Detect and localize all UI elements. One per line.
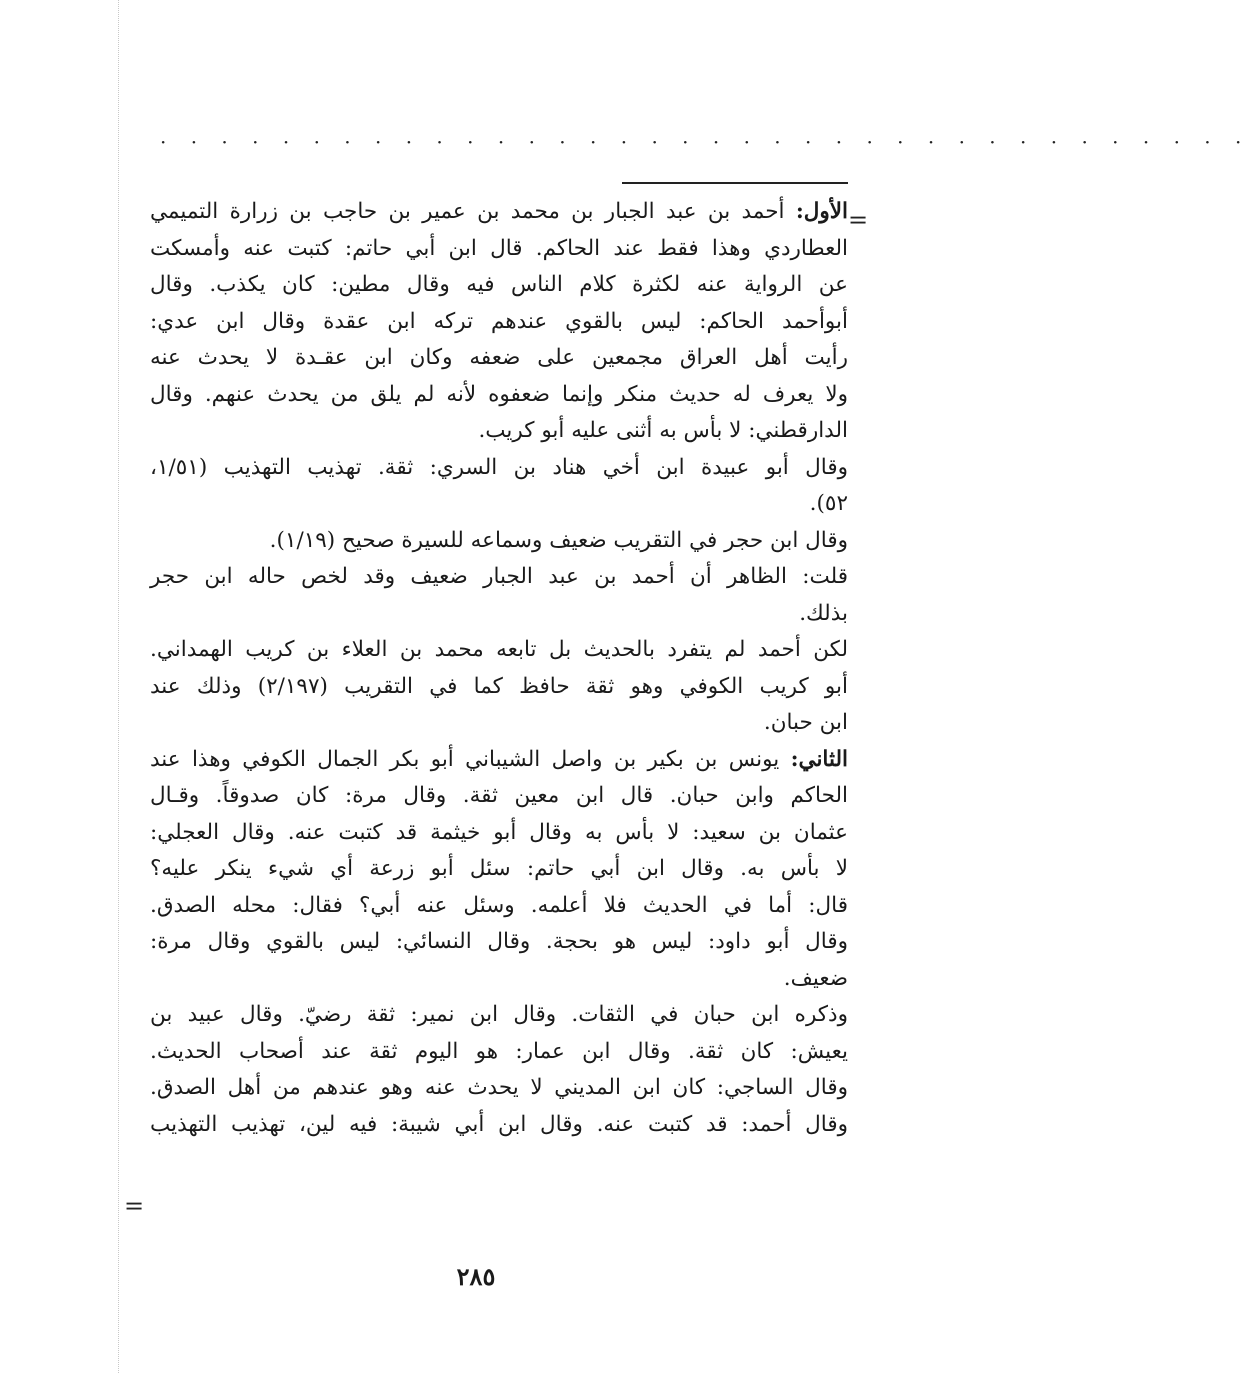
page-number: ٢٨٥ — [456, 1262, 496, 1291]
line-text: ابن حبان. — [763, 710, 848, 735]
text-line — [150, 413, 848, 450]
line-text: وقال ابن حجر في التقريب ضعيف وسماعه للسيرة صحيح (١/١٩). — [269, 527, 848, 553]
text-line — [150, 1034, 848, 1071]
line-text: وذكره ابن حبان في الثقات. وقال ابن نمير: ثقة رضيّ. وقال عبيد بن — [150, 1002, 848, 1027]
line-text: قال: أما في الحديث فلا أعلمه. وسئل عنه أبي؟ فقال: محله الصدق. — [150, 892, 848, 918]
text-line — [150, 851, 848, 888]
continuation-mark-top: = — [848, 206, 869, 234]
entry-heading: الأول: — [795, 199, 848, 224]
line-text: عثمان بن سعيد: لا بأس به وقال أبو خيثمة قد كتبت عنه. وقال العجلي: — [150, 819, 848, 845]
text-line — [150, 888, 848, 925]
line-text: الدارقطني: لا بأس به أثنى عليه أبو كريب. — [478, 418, 848, 443]
line-text: وقال الساجي: كان ابن المديني لا يحدث عنه وهو عندهم من أهل الصدق. — [150, 1075, 848, 1100]
line-text: وقال أبو داود: ليس هو بحجة. وقال النسائي: ليس بالقوي وقال مرة: — [150, 929, 848, 954]
text-line — [150, 815, 848, 852]
line-text: أحمد بن عبد الجبار بن محمد بن عمير بن حاجب بن زرارة التميمي — [150, 199, 796, 224]
text-line — [150, 304, 848, 341]
line-text: لا بأس به. وقال ابن أبي حاتم: سئل أبو زرعة أي شيء ينكر عليه؟ — [150, 856, 848, 881]
text-line — [150, 778, 848, 815]
footnote-rule — [622, 182, 848, 184]
text-line — [150, 194, 848, 231]
line-text: بذلك. — [799, 600, 848, 626]
text-line — [150, 1070, 848, 1107]
text-line — [150, 450, 848, 487]
line-text: وقال أحمد: قد كتبت عنه. وقال ابن أبي شيبة: فيه لين، تهذيب التهذيب — [150, 1111, 848, 1137]
continuation-mark-bottom: = — [124, 1192, 145, 1220]
text-line — [150, 486, 848, 523]
text-line — [150, 924, 848, 961]
line-text: العطاردي وهذا فقط عند الحاكم. قال ابن أبي حاتم: كتبت عنه وأمسكت — [150, 235, 848, 261]
dotted-separator: · · · · · · · · · · · · · · · · · · · · · · · · · · · · · · · · · · · · — [160, 130, 1250, 154]
line-text: يونس بن بكير بن واصل الشيباني أبو بكر الجمال الكوفي وهذا عند — [150, 746, 791, 772]
line-text: يعيش: كان ثقة. وقال ابن عمار: هو اليوم ثقة عند أصحاب الحديث. — [150, 1038, 848, 1064]
line-text: عن الرواية عنه لكثرة كلام الناس فيه وقال مطين: كان يكذب. وقال — [150, 272, 848, 297]
text-line — [150, 961, 848, 998]
line-text: وقال أبو عبيدة ابن أخي هناد بن السري: ثقة. تهذيب التهذيب (١/٥١، — [150, 454, 848, 480]
text-line — [150, 523, 848, 560]
entry-heading: الثاني: — [790, 746, 848, 772]
text-line — [150, 377, 848, 414]
line-text: أبو كريب الكوفي وهو ثقة حافظ كما في التقريب (٢/١٩٧) وذلك عند — [150, 673, 848, 699]
line-text: ولا يعرف له حديث منكر وإنما ضعفوه لأنه لم يلق من يحدث عنهم. وقال — [150, 381, 848, 407]
text-line — [150, 1107, 848, 1144]
text-line — [150, 559, 848, 596]
line-text: الحاكم وابن حبان. قال ابن معين ثقة. وقال مرة: كان صدوقاً. وقـال — [150, 783, 848, 808]
text-line — [150, 596, 848, 633]
text-line — [150, 340, 848, 377]
text-line — [150, 669, 848, 706]
text-line — [150, 267, 848, 304]
line-text: ٥٢). — [809, 491, 848, 516]
footnote-body — [150, 194, 848, 1143]
line-text: رأيت أهل العراق مجمعين على ضعفه وكان ابن عقـدة لا يحدث عنه — [150, 345, 848, 370]
text-line — [150, 997, 848, 1034]
line-text: ضعيف. — [783, 965, 848, 991]
text-line — [150, 231, 848, 268]
margin-guide-line — [118, 0, 119, 1373]
text-line — [150, 742, 848, 779]
line-text: أبوأحمد الحاكم: ليس بالقوي عندهم تركه ابن عقدة وقال ابن عدي: — [150, 308, 848, 334]
text-line — [150, 705, 848, 742]
text-line — [150, 632, 848, 669]
line-text: لكن أحمد لم يتفرد بالحديث بل تابعه محمد بن العلاء بن كريب الهمداني. — [150, 637, 848, 662]
line-text: قلت: الظاهر أن أحمد بن عبد الجبار ضعيف وقد لخص حاله ابن حجر — [150, 564, 848, 589]
